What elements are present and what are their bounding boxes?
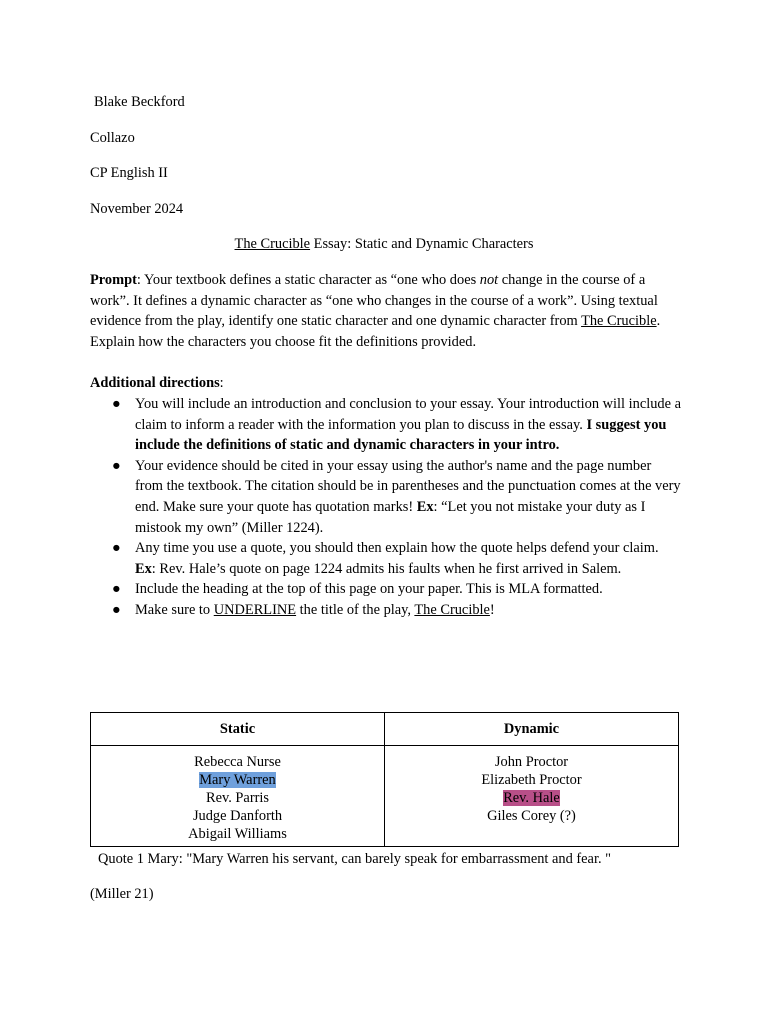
quote-1: Quote 1 Mary: "Mary Warren his servant, can barely speak for embarrassment and fear. " — [98, 851, 612, 867]
bullet-5-text-b: the title of the play, — [296, 601, 415, 618]
static-character: Rebecca Nurse — [194, 754, 281, 770]
bullet-5-text-c: ! — [489, 601, 495, 618]
list-item — [90, 579, 682, 600]
prompt-text-1: : Your textbook defines a static character as “one who does — [136, 272, 480, 288]
bullet-3-rest: : Rev. Hale’s quote on page 1224 admits his faults when he first arrived in Salem. — [151, 560, 622, 577]
bullet-icon: ● — [112, 581, 121, 598]
student-name: Blake Beckford — [94, 94, 185, 110]
prompt-paragraph — [90, 270, 682, 352]
bullet-3-text: Any time you use a quote, you should then explain how the quote helps defend your claim. — [135, 540, 659, 557]
bullet-5-text-a: Make sure to — [135, 601, 214, 618]
bullet-1-bold: I suggest you include the definitions of static and dynamic characters in your intro. — [135, 416, 667, 454]
bullet-3-ex: Ex — [135, 560, 152, 577]
list-item — [90, 600, 682, 621]
list-item — [90, 456, 682, 538]
bullet-icon: ● — [112, 540, 121, 557]
table-row — [91, 746, 679, 847]
prompt-play-name: The Crucible — [581, 313, 657, 330]
prompt-text-3: . Explain how the characters you choose fit the definitions provided. — [90, 313, 661, 350]
prompt-label: Prompt — [90, 272, 137, 288]
list-item — [90, 394, 682, 456]
static-cell — [91, 746, 385, 847]
dynamic-character: Giles Corey (?) — [487, 808, 576, 824]
directions-colon: : — [219, 375, 224, 391]
title-rest: Essay: Static and Dynamic Characters — [310, 236, 534, 252]
dynamic-character: Elizabeth Proctor — [481, 772, 582, 788]
bullet-2-text: Your evidence should be cited in your essay using the author's name and the page number from the textbook. The citation should be in parentheses and the punctuation comes at the very end. Make sure your quote has quotation marks! — [135, 457, 681, 515]
list-item — [90, 538, 682, 579]
bullet-icon: ● — [112, 396, 121, 412]
prompt-not: not — [479, 272, 499, 288]
bullet-2-ex: Ex — [416, 498, 434, 515]
static-character: Abigail Williams — [188, 826, 287, 842]
static-header: Static — [91, 713, 385, 746]
teacher-name: Collazo — [90, 130, 135, 146]
directions-label: Additional directions — [90, 375, 220, 391]
course-name: CP English II — [90, 165, 168, 181]
bullet-4-text: Include the heading at the top of this page on your paper. This is MLA formatted. — [135, 581, 603, 598]
dynamic-character: John Proctor — [494, 754, 569, 770]
bullet-1-text: You will include an introduction and conclusion to your essay. Your introduction will include a claim to inform a reader with the information you plan to discuss in the essay. — [135, 396, 681, 433]
dynamic-character-highlighted: Rev. Hale — [503, 790, 560, 806]
date: November 2024 — [90, 201, 184, 217]
bullet-icon: ● — [112, 601, 121, 618]
dynamic-cell — [385, 746, 679, 847]
directions-heading — [90, 373, 224, 393]
bullet-5-underline: UNDERLINE — [213, 601, 297, 618]
static-character: Rev. Parris — [205, 790, 269, 806]
title-play-name: The Crucible — [234, 236, 311, 252]
static-character-highlighted: Mary Warren — [199, 772, 276, 788]
characters-table — [90, 712, 679, 847]
bullet-icon: ● — [112, 457, 121, 474]
prompt-text-2: change in the course of a work”. It defines a dynamic character as “one who changes in the course of a work”. Using textual evidence from the play, identify one static character and one dynamic character from — [90, 272, 658, 330]
dynamic-header: Dynamic — [385, 713, 679, 746]
bullet-2-quote: : “Let you not mistake your duty as I mistook my own” (Miller 1224). — [135, 498, 646, 536]
static-character: Judge Danforth — [192, 808, 283, 824]
directions-list — [90, 394, 682, 621]
citation: (Miller 21) — [90, 886, 154, 902]
bullet-5-play-name: The Crucible — [414, 601, 490, 618]
essay-title — [0, 234, 768, 254]
table-header-row — [91, 713, 679, 746]
